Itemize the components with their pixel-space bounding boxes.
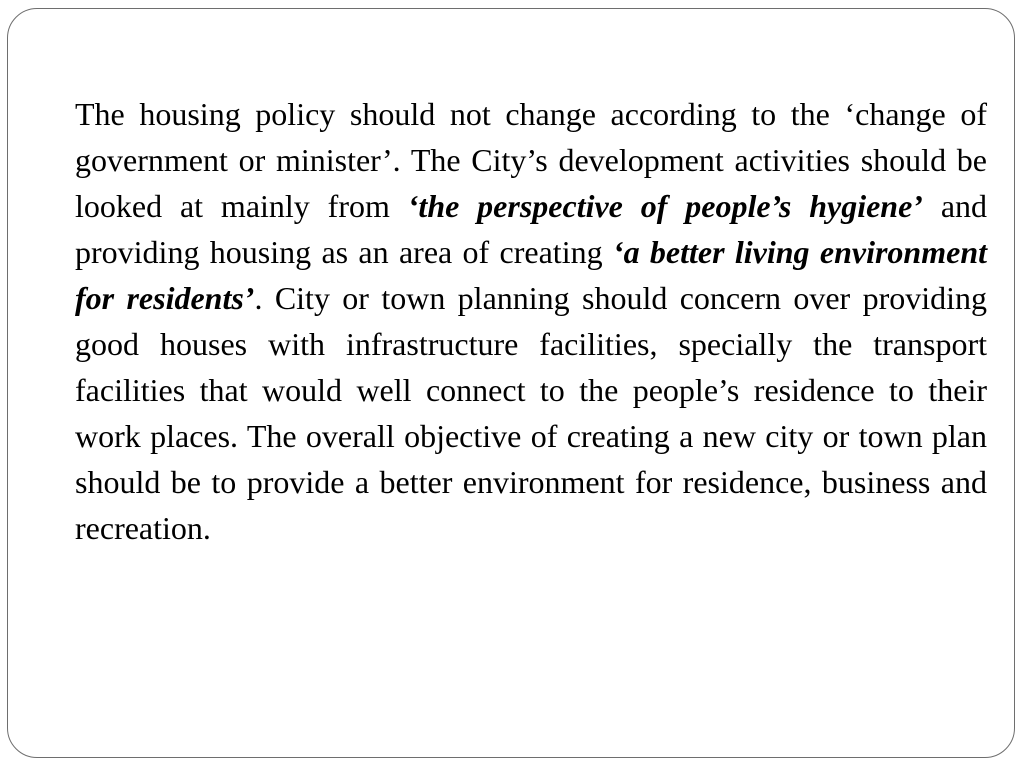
- body-paragraph: [75, 91, 987, 551]
- emphasis-living-environment: ‘a better living environment for residents’: [75, 234, 988, 316]
- paragraph-text-2: and providing housing as an area of creating: [75, 188, 988, 270]
- paragraph-text-1: The housing policy should not change according to the ‘change of government or minister’. The City’s development activities should be looked at mainly from: [75, 96, 987, 224]
- emphasis-hygiene: ‘the perspective of people’s hygiene’: [407, 188, 923, 224]
- slide-frame: [7, 8, 1015, 758]
- paragraph-text-3: . City or town planning should concern over providing good houses with infrastructure facilities, specially the transport facilities that would well connect to the people’s residence to their work places. The overall objective of creating a new city or town plan should be to provide a better environment for residence, business and recreation.: [75, 280, 988, 546]
